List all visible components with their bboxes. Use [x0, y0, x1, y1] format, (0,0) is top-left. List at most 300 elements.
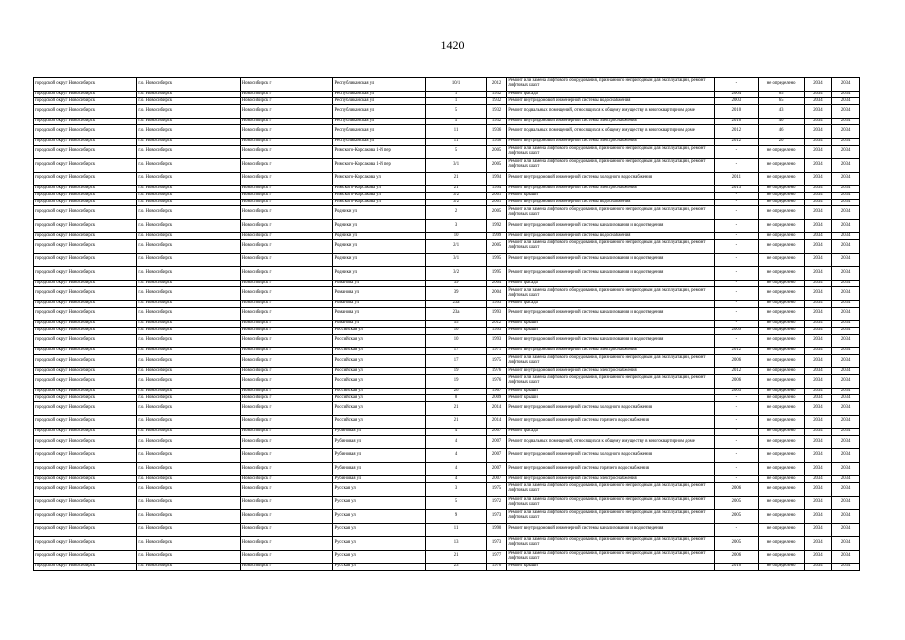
table-row: [34, 564, 860, 571]
cell-house-number: 1: [426, 98, 487, 105]
cell-street: Романова ул: [333, 280, 426, 287]
cell-last-repair-year: -: [715, 78, 759, 92]
cell-wear-percent: не определено: [758, 435, 804, 449]
table-row: [34, 483, 860, 497]
cell-wear-percent: не определено: [758, 354, 804, 368]
cell-municipality: г.о. Новосибирск: [137, 402, 240, 416]
cell-build-year: 2001: [486, 199, 506, 206]
cell-work-type: Ремонт внутридомовой инженерной системы горячего водоснабжения: [507, 415, 715, 429]
cell-municipal-district: городской округ Новосибирск: [34, 280, 137, 287]
cell-street: Родники ул: [333, 233, 426, 240]
table-row: [34, 537, 860, 551]
cell-build-year: 1932: [486, 98, 506, 105]
cell-municipal-district: городской округ Новосибирск: [34, 476, 137, 483]
cell-street: Республиканская ул: [333, 138, 426, 145]
table-row: [34, 192, 860, 199]
cell-plan-end-year: 2034: [832, 321, 860, 328]
cell-plan-end-year: 2034: [832, 300, 860, 307]
cell-wear-percent: 40: [758, 118, 804, 125]
cell-build-year: 2012: [486, 321, 506, 328]
cell-plan-start-year: 2034: [804, 307, 832, 321]
cell-municipal-district: городской округ Новосибирск: [34, 159, 137, 173]
cell-plan-end-year: 2034: [832, 327, 860, 334]
cell-last-repair-year: -: [715, 402, 759, 416]
cell-last-repair-year: -: [715, 267, 759, 281]
cell-work-type: Ремонт крыши: [507, 388, 715, 395]
cell-build-year: 1973: [486, 537, 506, 551]
cell-house-number: 1: [426, 91, 487, 98]
cell-municipal-district: городской округ Новосибирск: [34, 307, 137, 321]
cell-last-repair-year: -: [715, 449, 759, 463]
cell-house-number: 21: [426, 402, 487, 416]
cell-municipal-district: городской округ Новосибирск: [34, 98, 137, 105]
cell-build-year: 2001: [486, 192, 506, 199]
cell-locality: Новосибирск г: [240, 206, 333, 220]
cell-work-type: Ремонт внутридомовой инженерной системы канализования и водоотведения: [507, 523, 715, 537]
cell-plan-start-year: 2034: [804, 186, 832, 193]
cell-house-number: 2/1: [426, 240, 487, 254]
cell-build-year: 1990: [486, 523, 506, 537]
cell-plan-start-year: 2034: [804, 449, 832, 463]
cell-plan-end-year: 2034: [832, 368, 860, 375]
cell-build-year: 1932: [486, 91, 506, 98]
cell-work-type: Ремонт крыши: [507, 192, 715, 199]
cell-municipal-district: городской округ Новосибирск: [34, 206, 137, 220]
cell-wear-percent: не определено: [758, 415, 804, 429]
cell-municipality: г.о. Новосибирск: [137, 233, 240, 240]
cell-street: Республиканская ул: [333, 118, 426, 125]
cell-plan-start-year: 2034: [804, 105, 832, 119]
cell-street: Российская ул: [333, 354, 426, 368]
cell-locality: Новосибирск г: [240, 91, 333, 98]
table-row: [34, 327, 860, 334]
cell-wear-percent: не определено: [758, 368, 804, 375]
cell-plan-end-year: 2034: [832, 449, 860, 463]
cell-municipality: г.о. Новосибирск: [137, 287, 240, 301]
cell-locality: Новосибирск г: [240, 78, 333, 92]
cell-locality: Новосибирск г: [240, 321, 333, 328]
cell-build-year: 1994: [486, 172, 506, 186]
cell-work-type: Ремонт внутридомовой инженерной системы холодного водоснабжения: [507, 172, 715, 186]
cell-house-number: 3/1: [426, 253, 487, 267]
cell-locality: Новосибирск г: [240, 537, 333, 551]
cell-street: Российская ул: [333, 348, 426, 355]
table-row: [34, 233, 860, 240]
cell-last-repair-year: -: [715, 240, 759, 254]
cell-municipality: г.о. Новосибирск: [137, 348, 240, 355]
cell-municipal-district: городской округ Новосибирск: [34, 368, 137, 375]
table-row: [34, 550, 860, 564]
cell-locality: Новосибирск г: [240, 496, 333, 510]
cell-street: Российская ул: [333, 334, 426, 348]
cell-plan-start-year: 2034: [804, 483, 832, 497]
cell-build-year: 2007: [486, 429, 506, 436]
cell-municipal-district: городской округ Новосибирск: [34, 253, 137, 267]
cell-work-type: Ремонт внутридомовой инженерной системы водоснабжения: [507, 199, 715, 206]
cell-municipality: г.о. Новосибирск: [137, 476, 240, 483]
cell-build-year: 1976: [486, 564, 506, 571]
cell-build-year: 1932: [486, 118, 506, 125]
table-row: [34, 415, 860, 429]
cell-street: Российская ул: [333, 415, 426, 429]
table-row: [34, 334, 860, 348]
cell-house-number: 3/1: [426, 159, 487, 173]
cell-wear-percent: 46: [758, 125, 804, 139]
cell-street: Русская ул: [333, 564, 426, 571]
cell-locality: Новосибирск г: [240, 550, 333, 564]
cell-build-year: 2007: [486, 435, 506, 449]
cell-municipality: г.о. Новосибирск: [137, 462, 240, 476]
cell-plan-end-year: 2034: [832, 375, 860, 389]
cell-build-year: 1994: [486, 186, 506, 193]
cell-build-year: 1971: [486, 348, 506, 355]
cell-work-type: Ремонт внутридомовой инженерной системы канализования и водоотведения: [507, 267, 715, 281]
cell-municipal-district: городской округ Новосибирск: [34, 510, 137, 524]
table-row: [34, 118, 860, 125]
cell-plan-start-year: 2034: [804, 199, 832, 206]
cell-locality: Новосибирск г: [240, 240, 333, 254]
cell-wear-percent: не определено: [758, 402, 804, 416]
cell-street: Родники ул: [333, 267, 426, 281]
cell-plan-start-year: 2034: [804, 321, 832, 328]
cell-last-repair-year: -: [715, 253, 759, 267]
cell-work-type: Ремонт крыши: [507, 327, 715, 334]
cell-wear-percent: не определено: [758, 462, 804, 476]
table-row: [34, 125, 860, 139]
cell-house-number: 21: [426, 415, 487, 429]
cell-street: Родники ул: [333, 253, 426, 267]
cell-plan-end-year: 2034: [832, 206, 860, 220]
cell-last-repair-year: 2006: [715, 354, 759, 368]
cell-house-number: 19: [426, 368, 487, 375]
cell-municipal-district: городской округ Новосибирск: [34, 240, 137, 254]
cell-wear-percent: не определено: [758, 253, 804, 267]
cell-municipality: г.о. Новосибирск: [137, 105, 240, 119]
cell-street: Российская ул: [333, 327, 426, 334]
cell-locality: Новосибирск г: [240, 267, 333, 281]
cell-municipal-district: городской округ Новосибирск: [34, 462, 137, 476]
cell-last-repair-year: 2011: [715, 172, 759, 186]
cell-street: Рубиновая ул: [333, 462, 426, 476]
cell-locality: Новосибирск г: [240, 354, 333, 368]
cell-municipal-district: городской округ Новосибирск: [34, 375, 137, 389]
cell-municipality: г.о. Новосибирск: [137, 321, 240, 328]
cell-work-type: Ремонт внутридомовой инженерной системы канализования и водоотведения: [507, 307, 715, 321]
cell-municipal-district: городской округ Новосибирск: [34, 233, 137, 240]
cell-street: Рубиновая ул: [333, 435, 426, 449]
cell-work-type: Ремонт внутридомовой инженерной системы канализования и водоотведения: [507, 219, 715, 233]
cell-municipal-district: городской округ Новосибирск: [34, 91, 137, 98]
cell-street: Русская ул: [333, 550, 426, 564]
cell-municipal-district: городской округ Новосибирск: [34, 354, 137, 368]
cell-work-type: Ремонт внутридомовой инженерной системы электроснабжения: [507, 348, 715, 355]
cell-work-type: Ремонт внутридомовой инженерной системы канализования и водоотведения: [507, 334, 715, 348]
cell-municipality: г.о. Новосибирск: [137, 253, 240, 267]
table-row: [34, 172, 860, 186]
cell-last-repair-year: 2009: [715, 327, 759, 334]
cell-wear-percent: не определено: [758, 186, 804, 193]
cell-plan-start-year: 2034: [804, 240, 832, 254]
cell-municipality: г.о. Новосибирск: [137, 429, 240, 436]
cell-municipality: г.о. Новосибирск: [137, 280, 240, 287]
table-row: [34, 105, 860, 119]
cell-municipality: г.о. Новосибирск: [137, 523, 240, 537]
table-row: [34, 321, 860, 328]
cell-wear-percent: не определено: [758, 476, 804, 483]
cell-locality: Новосибирск г: [240, 307, 333, 321]
cell-house-number: 5: [426, 145, 487, 159]
table-row: [34, 435, 860, 449]
cell-locality: Новосибирск г: [240, 476, 333, 483]
cell-build-year: 2007: [486, 476, 506, 483]
cell-plan-end-year: 2034: [832, 91, 860, 98]
cell-wear-percent: не определено: [758, 550, 804, 564]
cell-locality: Новосибирск г: [240, 348, 333, 355]
table-row: [34, 449, 860, 463]
cell-house-number: 5: [426, 118, 487, 125]
cell-build-year: 1999: [486, 233, 506, 240]
cell-house-number: 21: [426, 172, 487, 186]
cell-house-number: 5: [426, 496, 487, 510]
cell-locality: Новосибирск г: [240, 280, 333, 287]
cell-last-repair-year: -: [715, 145, 759, 159]
cell-plan-start-year: 2034: [804, 145, 832, 159]
table-row: [34, 510, 860, 524]
cell-build-year: 2012: [486, 78, 506, 92]
cell-house-number: 3/2: [426, 267, 487, 281]
cell-plan-start-year: 2034: [804, 172, 832, 186]
cell-municipality: г.о. Новосибирск: [137, 334, 240, 348]
cell-plan-start-year: 2034: [804, 280, 832, 287]
table-row: [34, 186, 860, 193]
cell-plan-end-year: 2034: [832, 429, 860, 436]
cell-work-type: Ремонт подвальных помещений, относящихся к общему имуществу в многоквартирном доме: [507, 435, 715, 449]
cell-plan-start-year: 2034: [804, 523, 832, 537]
cell-work-type: Ремонт внутридомовой инженерной системы электроснабжения: [507, 118, 715, 125]
cell-build-year: 1995: [486, 267, 506, 281]
cell-street: Русская ул: [333, 537, 426, 551]
cell-house-number: 3/2: [426, 192, 487, 199]
table-row: [34, 354, 860, 368]
table-row: [34, 253, 860, 267]
cell-plan-start-year: 2034: [804, 78, 832, 92]
cell-street: Римского-Корсакова ул: [333, 199, 426, 206]
cell-house-number: 11: [426, 138, 487, 145]
cell-locality: Новосибирск г: [240, 415, 333, 429]
cell-municipality: г.о. Новосибирск: [137, 375, 240, 389]
cell-last-repair-year: -: [715, 435, 759, 449]
cell-municipal-district: городской округ Новосибирск: [34, 388, 137, 395]
cell-plan-end-year: 2034: [832, 435, 860, 449]
cell-build-year: 2009: [486, 395, 506, 402]
cell-locality: Новосибирск г: [240, 159, 333, 173]
cell-work-type: Ремонт фасада: [507, 91, 715, 98]
cell-wear-percent: 65: [758, 91, 804, 98]
cell-municipal-district: городской округ Новосибирск: [34, 192, 137, 199]
cell-house-number: 10: [426, 327, 487, 334]
cell-wear-percent: не определено: [758, 145, 804, 159]
cell-work-type: Ремонт или замена лифтового оборудования, признанного непригодным для эксплуатации, ремонт лифтовых шахт: [507, 78, 715, 92]
cell-street: Римского-Корсакова ул: [333, 192, 426, 199]
cell-plan-start-year: 2034: [804, 334, 832, 348]
cell-plan-start-year: 2034: [804, 368, 832, 375]
table-row: [34, 523, 860, 537]
cell-plan-end-year: 2034: [832, 233, 860, 240]
cell-municipal-district: городской округ Новосибирск: [34, 186, 137, 193]
cell-street: Российская ул: [333, 395, 426, 402]
cell-work-type: Ремонт или замена лифтового оборудования, признанного непригодным для эксплуатации, ремонт лифтовых шахт: [507, 159, 715, 173]
cell-build-year: 2005: [486, 240, 506, 254]
cell-municipal-district: городской округ Новосибирск: [34, 287, 137, 301]
cell-house-number: 11: [426, 125, 487, 139]
cell-street: Российская ул: [333, 388, 426, 395]
table-row: [34, 159, 860, 173]
cell-wear-percent: не определено: [758, 267, 804, 281]
cell-locality: Новосибирск г: [240, 192, 333, 199]
cell-locality: Новосибирск г: [240, 462, 333, 476]
cell-municipal-district: городской округ Новосибирск: [34, 402, 137, 416]
cell-municipal-district: городской округ Новосибирск: [34, 172, 137, 186]
table-row: [34, 300, 860, 307]
cell-build-year: 1936: [486, 138, 506, 145]
cell-last-repair-year: -: [715, 300, 759, 307]
cell-locality: Новосибирск г: [240, 138, 333, 145]
cell-wear-percent: не определено: [758, 300, 804, 307]
cell-plan-start-year: 2034: [804, 327, 832, 334]
cell-last-repair-year: -: [715, 192, 759, 199]
cell-wear-percent: не определено: [758, 483, 804, 497]
cell-last-repair-year: -: [715, 233, 759, 240]
cell-wear-percent: не определено: [758, 429, 804, 436]
cell-work-type: Ремонт или замена лифтового оборудования, признанного непригодным для эксплуатации, ремонт лифтовых шахт: [507, 287, 715, 301]
cell-locality: Новосибирск г: [240, 388, 333, 395]
cell-municipality: г.о. Новосибирск: [137, 78, 240, 92]
cell-build-year: 1995: [486, 253, 506, 267]
cell-municipality: г.о. Новосибирск: [137, 307, 240, 321]
table-row: [34, 280, 860, 287]
cell-last-repair-year: -: [715, 307, 759, 321]
cell-last-repair-year: 2005: [715, 537, 759, 551]
cell-street: Российская ул: [333, 368, 426, 375]
cell-wear-percent: не определено: [758, 510, 804, 524]
cell-last-repair-year: -: [715, 206, 759, 220]
cell-locality: Новосибирск г: [240, 483, 333, 497]
cell-plan-end-year: 2034: [832, 483, 860, 497]
cell-wear-percent: не определено: [758, 496, 804, 510]
cell-plan-end-year: 2034: [832, 199, 860, 206]
cell-last-repair-year: -: [715, 429, 759, 436]
cell-municipal-district: городской округ Новосибирск: [34, 435, 137, 449]
cell-municipality: г.о. Новосибирск: [137, 496, 240, 510]
cell-plan-start-year: 2034: [804, 253, 832, 267]
cell-work-type: Ремонт фасада: [507, 300, 715, 307]
cell-wear-percent: не определено: [758, 159, 804, 173]
cell-plan-start-year: 2034: [804, 91, 832, 98]
cell-wear-percent: не определено: [758, 172, 804, 186]
cell-municipality: г.о. Новосибирск: [137, 550, 240, 564]
cell-work-type: Ремонт фасада: [507, 280, 715, 287]
cell-plan-start-year: 2034: [804, 287, 832, 301]
cell-plan-start-year: 2034: [804, 564, 832, 571]
cell-street: Римского-Корсакова 1-й пер: [333, 145, 426, 159]
cell-plan-end-year: 2034: [832, 118, 860, 125]
cell-house-number: 2: [426, 206, 487, 220]
cell-plan-end-year: 2034: [832, 172, 860, 186]
cell-work-type: Ремонт крыши: [507, 321, 715, 328]
cell-plan-start-year: 2034: [804, 348, 832, 355]
cell-plan-start-year: 2034: [804, 206, 832, 220]
cell-plan-end-year: 2034: [832, 240, 860, 254]
cell-locality: Новосибирск г: [240, 125, 333, 139]
cell-locality: Новосибирск г: [240, 186, 333, 193]
table-row: [34, 462, 860, 476]
cell-street: Русская ул: [333, 483, 426, 497]
cell-municipal-district: городской округ Новосибирск: [34, 118, 137, 125]
cell-locality: Новосибирск г: [240, 402, 333, 416]
cell-locality: Новосибирск г: [240, 449, 333, 463]
cell-house-number: 17: [426, 354, 487, 368]
cell-plan-start-year: 2034: [804, 429, 832, 436]
cell-street: Республиканская ул: [333, 78, 426, 92]
cell-locality: Новосибирск г: [240, 233, 333, 240]
cell-plan-start-year: 2034: [804, 435, 832, 449]
cell-locality: Новосибирск г: [240, 327, 333, 334]
table-row: [34, 496, 860, 510]
cell-build-year: 2007: [486, 462, 506, 476]
table-row: [34, 240, 860, 254]
cell-municipal-district: городской округ Новосибирск: [34, 219, 137, 233]
cell-municipality: г.о. Новосибирск: [137, 327, 240, 334]
cell-plan-start-year: 2034: [804, 402, 832, 416]
cell-municipality: г.о. Новосибирск: [137, 159, 240, 173]
cell-plan-start-year: 2034: [804, 395, 832, 402]
cell-street: Российская ул: [333, 402, 426, 416]
table-row: [34, 219, 860, 233]
cell-municipal-district: городской округ Новосибирск: [34, 267, 137, 281]
table-row: [34, 368, 860, 375]
cell-work-type: Ремонт внутридомовой инженерной системы водоснабжения: [507, 233, 715, 240]
table-row: [34, 388, 860, 395]
cell-locality: Новосибирск г: [240, 564, 333, 571]
cell-locality: Новосибирск г: [240, 368, 333, 375]
cell-wear-percent: не определено: [758, 375, 804, 389]
cell-house-number: 10: [426, 334, 487, 348]
cell-last-repair-year: -: [715, 159, 759, 173]
cell-locality: Новосибирск г: [240, 253, 333, 267]
cell-last-repair-year: -: [715, 415, 759, 429]
cell-plan-end-year: 2034: [832, 253, 860, 267]
cell-wear-percent: не определено: [758, 537, 804, 551]
cell-build-year: 1993: [486, 327, 506, 334]
cell-build-year: 1977: [486, 550, 506, 564]
cell-work-type: Ремонт или замена лифтового оборудования, признанного непригодным для эксплуатации, ремонт лифтовых шахт: [507, 206, 715, 220]
cell-plan-end-year: 2034: [832, 402, 860, 416]
cell-wear-percent: не определено: [758, 219, 804, 233]
cell-work-type: Ремонт или замена лифтового оборудования, признанного непригодным для эксплуатации, ремонт лифтовых шахт: [507, 510, 715, 524]
cell-municipality: г.о. Новосибирск: [137, 449, 240, 463]
table-row: [34, 145, 860, 159]
cell-plan-start-year: 2034: [804, 510, 832, 524]
cell-plan-end-year: 2034: [832, 537, 860, 551]
cell-house-number: 23: [426, 564, 487, 571]
cell-municipality: г.о. Новосибирск: [137, 145, 240, 159]
cell-last-repair-year: -: [715, 395, 759, 402]
cell-wear-percent: не определено: [758, 206, 804, 220]
cell-plan-end-year: 2034: [832, 280, 860, 287]
cell-plan-end-year: 2034: [832, 564, 860, 571]
cell-work-type: Ремонт крыши: [507, 395, 715, 402]
cell-last-repair-year: 2012: [715, 138, 759, 145]
